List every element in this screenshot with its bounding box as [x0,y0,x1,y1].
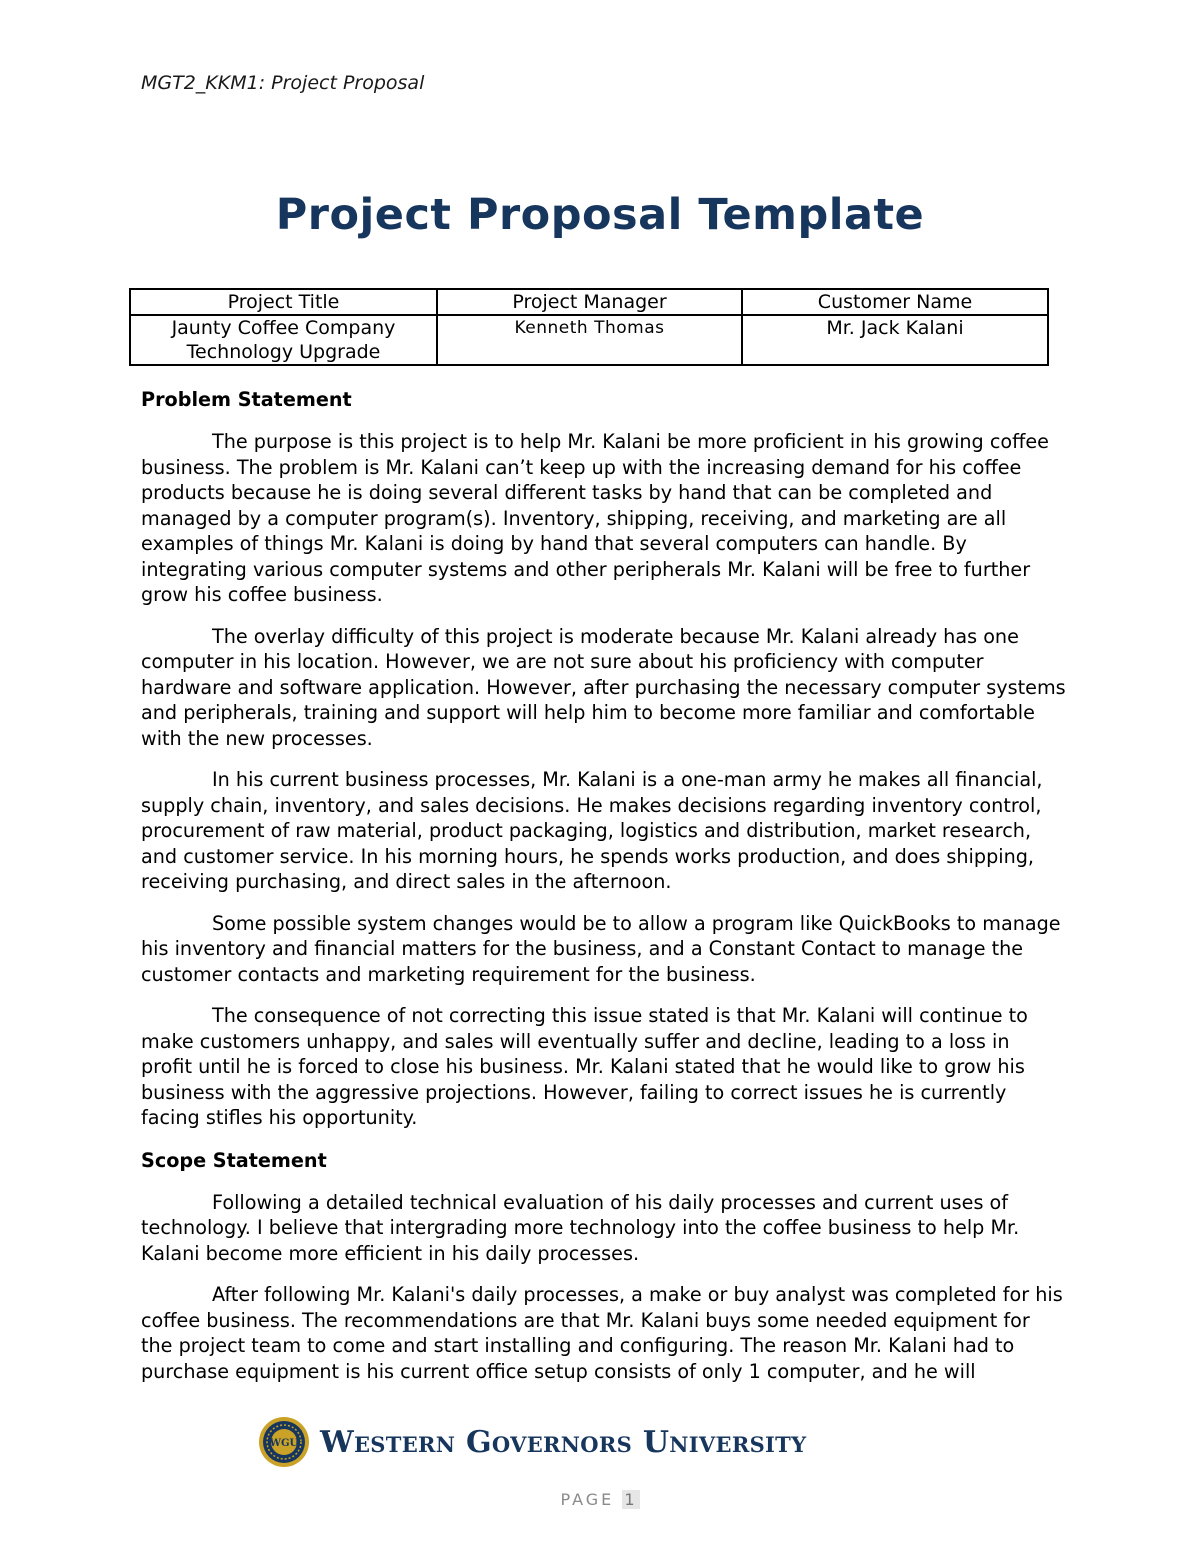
university-seal-icon [258,1416,310,1468]
paragraph: In his current business processes, Mr. Kalani is a one-man army he makes all financial, supply chain, inventory, and sales decisions. He makes decisions regarding inventory control, procurement of raw material, product packaging, logistics and distribution, market research, and customer service. In his morning hours, he spends works production, and does shipping, receiving purchasing, and direct sales in the afternoon. [141,768,1043,893]
paragraph: Following a detailed technical evaluation of his daily processes and current uses of technology. I believe that intergrading more technology into the coffee business to help Mr. Kalani become more efficient in his daily processes. [141,1190,1020,1265]
cell-project-manager: Kenneth Thomas [437,315,742,365]
seal-lettering: WGU [269,1438,299,1449]
paragraph: The purpose is this project is to help Mr. Kalani be more proficient in his growing coffee business. The problem is Mr. Kalani can’t keep up with the increasing demand for his coffee products because he is doing several different tasks by hand that can be completed and managed by a computer program(s). Inventory, shipping, receiving, and marketing are all examples of things Mr. Kalani is doing by hand that several computers can handle. By integrating various computer systems and other peripherals Mr. Kalani will be free to further grow his coffee business. [141,430,1049,606]
header-project-title: Project Title [130,289,437,315]
cell-customer-name: Mr. Jack Kalani [742,315,1048,365]
page-number [0,1490,1200,1509]
table-header-row [130,289,1048,315]
table-row [130,315,1048,365]
page-label: PAGE [560,1490,615,1509]
header-project-manager: Project Manager [437,289,742,315]
paragraph: The consequence of not correcting this issue stated is that Mr. Kalani will continue to make customers unhappy, and sales will eventually suffer and decline, leading to a loss in profit until he is forced to close his business. Mr. Kalani stated that he would like to grow his business with the aggressive projections. However, failing to correct issues he is currently facing stifles his opportunity. [141,1004,1028,1129]
page-header: MGT2_KKM1: Project Proposal [141,72,425,94]
document-title: Project Proposal Template [275,190,925,240]
paragraph: The overlay difficulty of this project is moderate because Mr. Kalani already has one computer in his location. However, we are not sure about his proficiency with computer hardware and software application. However, after purchasing the necessary computer systems and peripherals, training and support will help him to become more familiar and comfortable with the new processes. [141,624,1066,750]
paragraph: Some possible system changes would be to allow a program like QuickBooks to manage his inventory and financial matters for the business, and a Constant Contact to manage the customer contacts and marketing requirement for the business. [141,911,1061,986]
section-heading-scope-statement: Scope Statement [141,1148,327,1172]
university-logo [258,1412,908,1472]
section-heading-problem-statement: Problem Statement [141,388,352,411]
page-number-value: 1 [624,1490,638,1509]
project-info-table [129,288,1049,366]
university-wordmark: Western Governors University [320,1424,807,1460]
header-customer-name: Customer Name [742,289,1048,315]
paragraph: After following Mr. Kalani's daily processes, a make or buy analyst was completed for his coffee business. The recommendations are that Mr. Kalani buys some needed equipment for the project team to come and start installing and configuring. The reason Mr. Kalani had to purchase equipment is his current office setup consists of only 1 computer, and he will [141,1283,1063,1383]
cell-project-title: Jaunty Coffee Company Technology Upgrade [130,315,437,365]
document-body [141,386,1066,1400]
